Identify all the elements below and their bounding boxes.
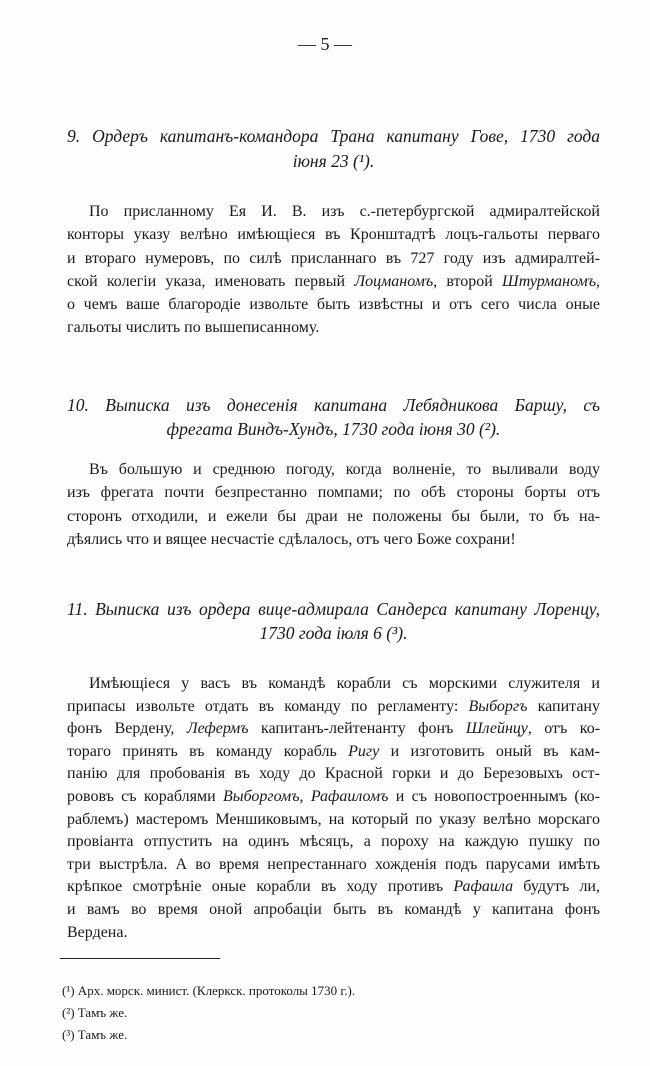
text-run: іюня 23 (¹). <box>292 151 375 171</box>
italic-name: Лефермъ <box>186 720 249 738</box>
body-line <box>67 316 600 339</box>
body-line <box>67 200 600 223</box>
heading-line <box>67 417 600 441</box>
text-run: три выстрѣла. А во время непрестаннаго хожденія подъ парусами имѣть <box>67 855 600 873</box>
italic-name: Выборгъ <box>468 697 528 715</box>
text-run: , <box>596 272 600 290</box>
italic-name: Шлейнцу <box>465 720 528 738</box>
body-line <box>67 786 600 809</box>
body-line <box>67 247 600 270</box>
body-line <box>67 741 600 764</box>
section-9-body <box>67 200 600 340</box>
italic-name: Лоцманомъ <box>354 272 434 290</box>
text-run: и изготовить оный въ кам- <box>379 742 600 760</box>
text-run: будутъ ли, <box>513 878 600 896</box>
text-run: о чемъ ваше благородіе извольте быть извѣстны и отъ сего числа оные <box>67 296 600 314</box>
footnote-2: (²) Тамъ же. <box>62 1005 128 1020</box>
body-line <box>67 899 600 922</box>
text-run: рововъ съ кораблями <box>67 787 223 805</box>
body-line <box>67 505 600 528</box>
body-line <box>67 481 600 504</box>
italic-name: Выборгомъ <box>222 787 300 805</box>
text-run: Имѣющіеся у васъ въ командѣ корабли съ морскими служителя и <box>89 675 600 692</box>
text-run: тораго принять въ команду корабль <box>67 742 349 760</box>
heading-line <box>67 149 600 174</box>
text-run: 9. Ордеръ капитанъ-командора Трана капитану Гове, 1730 года <box>67 126 600 146</box>
italic-name: Рафаиломъ <box>310 787 389 805</box>
page-number: — 5 — <box>298 34 352 54</box>
footnote-1: (¹) Арх. морск. минист. (Клеркск. протоколы 1730 г.). <box>62 983 356 998</box>
heading-line <box>67 393 600 417</box>
text-run: , отъ ко- <box>527 720 601 738</box>
text-run: крѣпкое смотрѣніе оные корабли въ ходу противъ <box>67 878 454 896</box>
section-10-heading <box>67 393 600 441</box>
body-line <box>67 223 600 246</box>
text-run: 1730 года іюля 6 (³). <box>259 623 408 643</box>
heading-line <box>67 621 600 645</box>
body-line <box>67 922 600 945</box>
body-line <box>67 809 600 832</box>
text-run: капитанъ-лейтенанту фонъ <box>248 720 466 738</box>
text-run: , второй <box>433 272 502 290</box>
text-run: гальоты числить по вышеписанному. <box>67 319 320 337</box>
body-line <box>67 293 600 316</box>
body-line <box>67 458 600 481</box>
text-run: и втораго нумеровъ, по силѣ присланнаго въ 727 году изъ адмиралтей- <box>67 249 600 267</box>
body-line <box>67 854 600 877</box>
text-run: дѣялись что и вящее несчастіе сдѣлалось, отъ чего Боже сохрани! <box>67 530 516 548</box>
heading-line <box>67 597 600 621</box>
section-9-heading <box>67 124 600 174</box>
text-run: По присланному Ея И. В. изъ с.-петербургской адмиралтейской <box>89 203 600 220</box>
text-run: , <box>299 787 311 805</box>
body-line <box>67 718 600 741</box>
text-run: капитану <box>527 697 600 715</box>
text-run: конторы указу велѣно имѣющіеся въ Кронштадтѣ лоцъ-гальоты перваго <box>67 226 600 244</box>
text-run: припасы извольте отдать въ команду по регламенту: <box>67 697 469 715</box>
heading-line <box>67 124 600 149</box>
section-10-body <box>67 458 600 551</box>
footnotes <box>62 980 355 1046</box>
body-line <box>67 831 600 854</box>
text-run: и съ новопостроеннымъ (ко- <box>388 787 600 805</box>
body-line <box>67 528 600 551</box>
text-run: панію для пробованія въ ходу до Красной горки и до Березовыхъ ост- <box>67 765 600 783</box>
text-run: ской колегіи указа, именовать первый <box>67 272 355 290</box>
text-run: Въ большую и среднюю погоду, когда волненіе, то выливали воду <box>89 461 600 478</box>
text-run: 10. Выписка изъ донесенія капитана Лебядникова Баршу, съ <box>67 395 600 415</box>
text-run: изъ фрегата почти безпрестанно помпами; по обѣ стороны борты отъ <box>67 484 600 502</box>
text-run: фрегата Виндъ-Хундъ, 1730 года іюня 30 (²). <box>166 419 501 439</box>
text-run: и вамъ во время оной апробаціи быть въ командѣ у капитана фонъ <box>67 900 600 918</box>
body-line <box>67 876 600 899</box>
text-run: 11. Выписка изъ ордера вице-адмирала Сандерса капитану Лоренцу, <box>67 599 600 619</box>
text-run: провіанта отпустить на одинъ мѣсяцъ, а пороху на каждую пушку по <box>67 833 600 851</box>
body-line <box>67 270 600 293</box>
text-run: раблемъ) мастеромъ Меншиковымъ, на который по указу велѣно морскаго <box>67 810 600 828</box>
text-run: сторонъ отходили, и ежели бы драи не положены бы были, то бъ на- <box>67 507 600 525</box>
footnote-divider <box>60 958 220 959</box>
body-line <box>67 696 600 719</box>
italic-name: Рафаила <box>453 878 514 896</box>
text-run: фонъ Вердену, <box>67 720 187 738</box>
section-11-heading <box>67 597 600 645</box>
italic-name: Ригу <box>348 742 380 760</box>
body-line <box>67 763 600 786</box>
body-line <box>67 673 600 696</box>
text-run: Вердена. <box>67 923 128 941</box>
section-11-body <box>67 673 600 944</box>
italic-name: Штурманомъ <box>502 272 596 290</box>
footnote-3: (³) Тамъ же. <box>62 1027 128 1042</box>
